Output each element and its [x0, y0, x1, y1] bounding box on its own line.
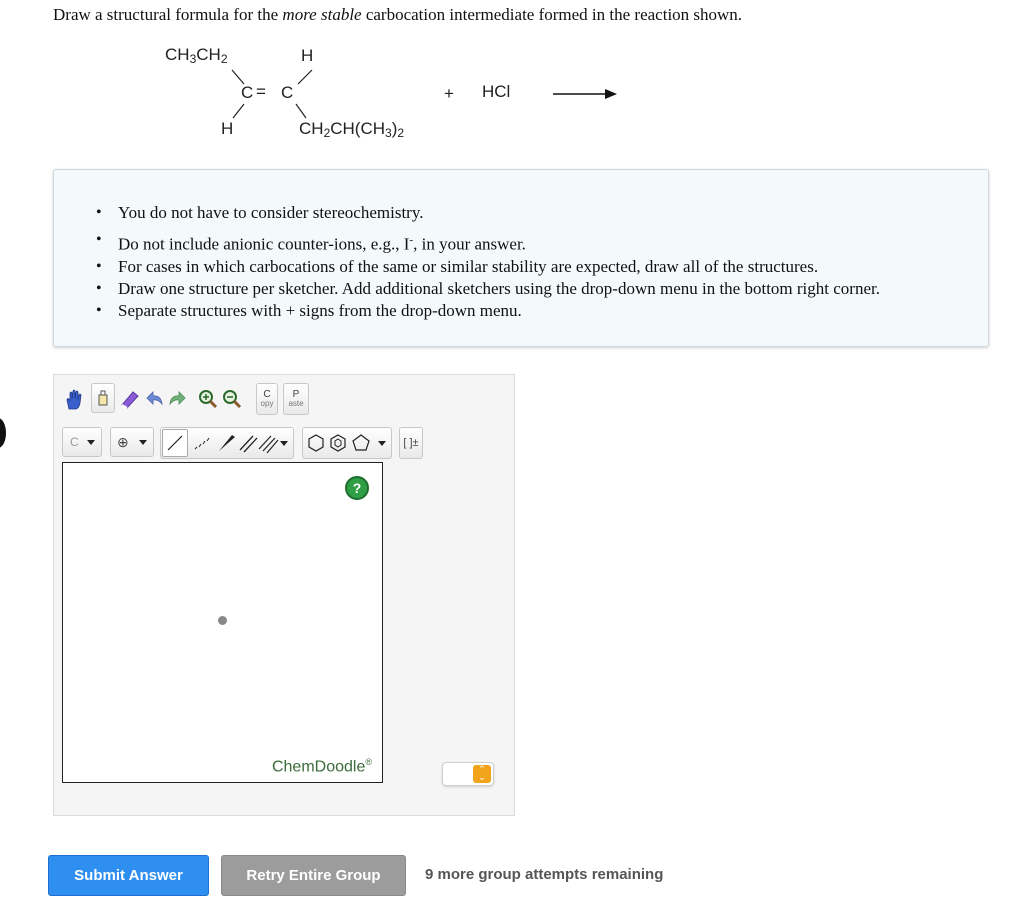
hexagon-ring-icon[interactable]: [306, 433, 326, 453]
retry-group-button[interactable]: Retry Entire Group: [221, 855, 406, 896]
submit-answer-button[interactable]: Submit Answer: [48, 855, 209, 896]
plus-sign: +: [444, 84, 454, 103]
drawing-canvas[interactable]: [62, 462, 383, 783]
instructions-box: [53, 169, 989, 347]
instruction-item: • Draw one structure per sketcher. Add additional sketchers using the drop-down menu in the bottom right corner.: [118, 278, 880, 300]
hydrogen-top: H: [301, 46, 314, 65]
redo-icon[interactable]: [166, 387, 188, 411]
carbon-left: C: [241, 83, 254, 102]
attempts-remaining: 9 more group attempts remaining: [425, 866, 664, 883]
bond-h-top: [298, 70, 312, 84]
reaction-arrow-head: [605, 89, 617, 99]
help-button[interactable]: ?: [345, 476, 369, 500]
question-prompt: Draw a structural formula for the more stable carbocation intermediate formed in the reaction shown.: [53, 5, 743, 24]
chemdoodle-sketcher: [53, 374, 515, 816]
chemdoodle-logo: ChemDoodle®: [271, 756, 372, 775]
instruction-item: • Separate structures with + signs from the drop-down menu.: [118, 300, 880, 322]
wedge-bond-icon[interactable]: [216, 431, 238, 455]
bond-isobutyl: [296, 104, 306, 118]
isobutyl-group: $CH_2CH(CH_3)_2$: [299, 119, 405, 140]
bond-ethyl: [232, 70, 244, 84]
bond-h-bottom: [233, 104, 244, 118]
bond-tools-dropdown[interactable]: [160, 427, 294, 459]
instruction-item: • For cases in which carbocations of the same or similar stability are expected, draw all of the structures.: [118, 256, 880, 278]
chevron-down-icon: [280, 441, 288, 446]
triple-bond-icon[interactable]: [257, 431, 279, 455]
instructions-list: [118, 202, 880, 322]
zoom-in-icon[interactable]: [197, 387, 219, 411]
ring-tools-dropdown[interactable]: [302, 427, 392, 459]
eraser-icon[interactable]: [118, 387, 142, 411]
reagent-hcl: HCl: [482, 82, 511, 101]
reaction-scheme: [140, 40, 660, 150]
instruction-item: • You do not have to consider stereochemistry.: [118, 202, 880, 224]
bracket-charge-button[interactable]: [ ]±: [399, 427, 423, 459]
double-bond-icon[interactable]: [237, 431, 259, 455]
cursor-indicator: [218, 616, 227, 625]
paste-button[interactable]: P aste: [283, 383, 309, 415]
clear-icon[interactable]: [91, 383, 115, 413]
charge-dropdown[interactable]: ⊕: [110, 427, 154, 457]
double-bond: =: [256, 82, 266, 101]
chevron-down-icon: [87, 440, 95, 445]
hydrogen-bottom: H: [221, 119, 234, 138]
zoom-out-icon[interactable]: [221, 387, 243, 411]
single-bond-icon[interactable]: [162, 429, 188, 457]
hashed-bond-icon[interactable]: [191, 431, 213, 455]
atom-label-dropdown[interactable]: C: [62, 427, 102, 457]
add-sketcher-dropdown[interactable]: [442, 762, 494, 786]
undo-icon[interactable]: [144, 387, 166, 411]
chevron-down-icon: [378, 441, 386, 446]
ethyl-group: $CH_3CH_2$: [165, 45, 228, 66]
pentagon-ring-icon[interactable]: [351, 433, 371, 453]
left-edge-tab: [0, 418, 6, 448]
updown-arrows-icon: ⌃ ⌄: [473, 765, 491, 783]
benzene-ring-icon[interactable]: [328, 433, 348, 453]
carbon-right: C: [281, 83, 294, 102]
instruction-item: • Do not include anionic counter-ions, e.g., I-, in your answer.: [118, 229, 880, 256]
chevron-down-icon: [139, 440, 147, 445]
hand-icon[interactable]: [62, 387, 86, 413]
copy-button[interactable]: C opy: [256, 383, 278, 415]
